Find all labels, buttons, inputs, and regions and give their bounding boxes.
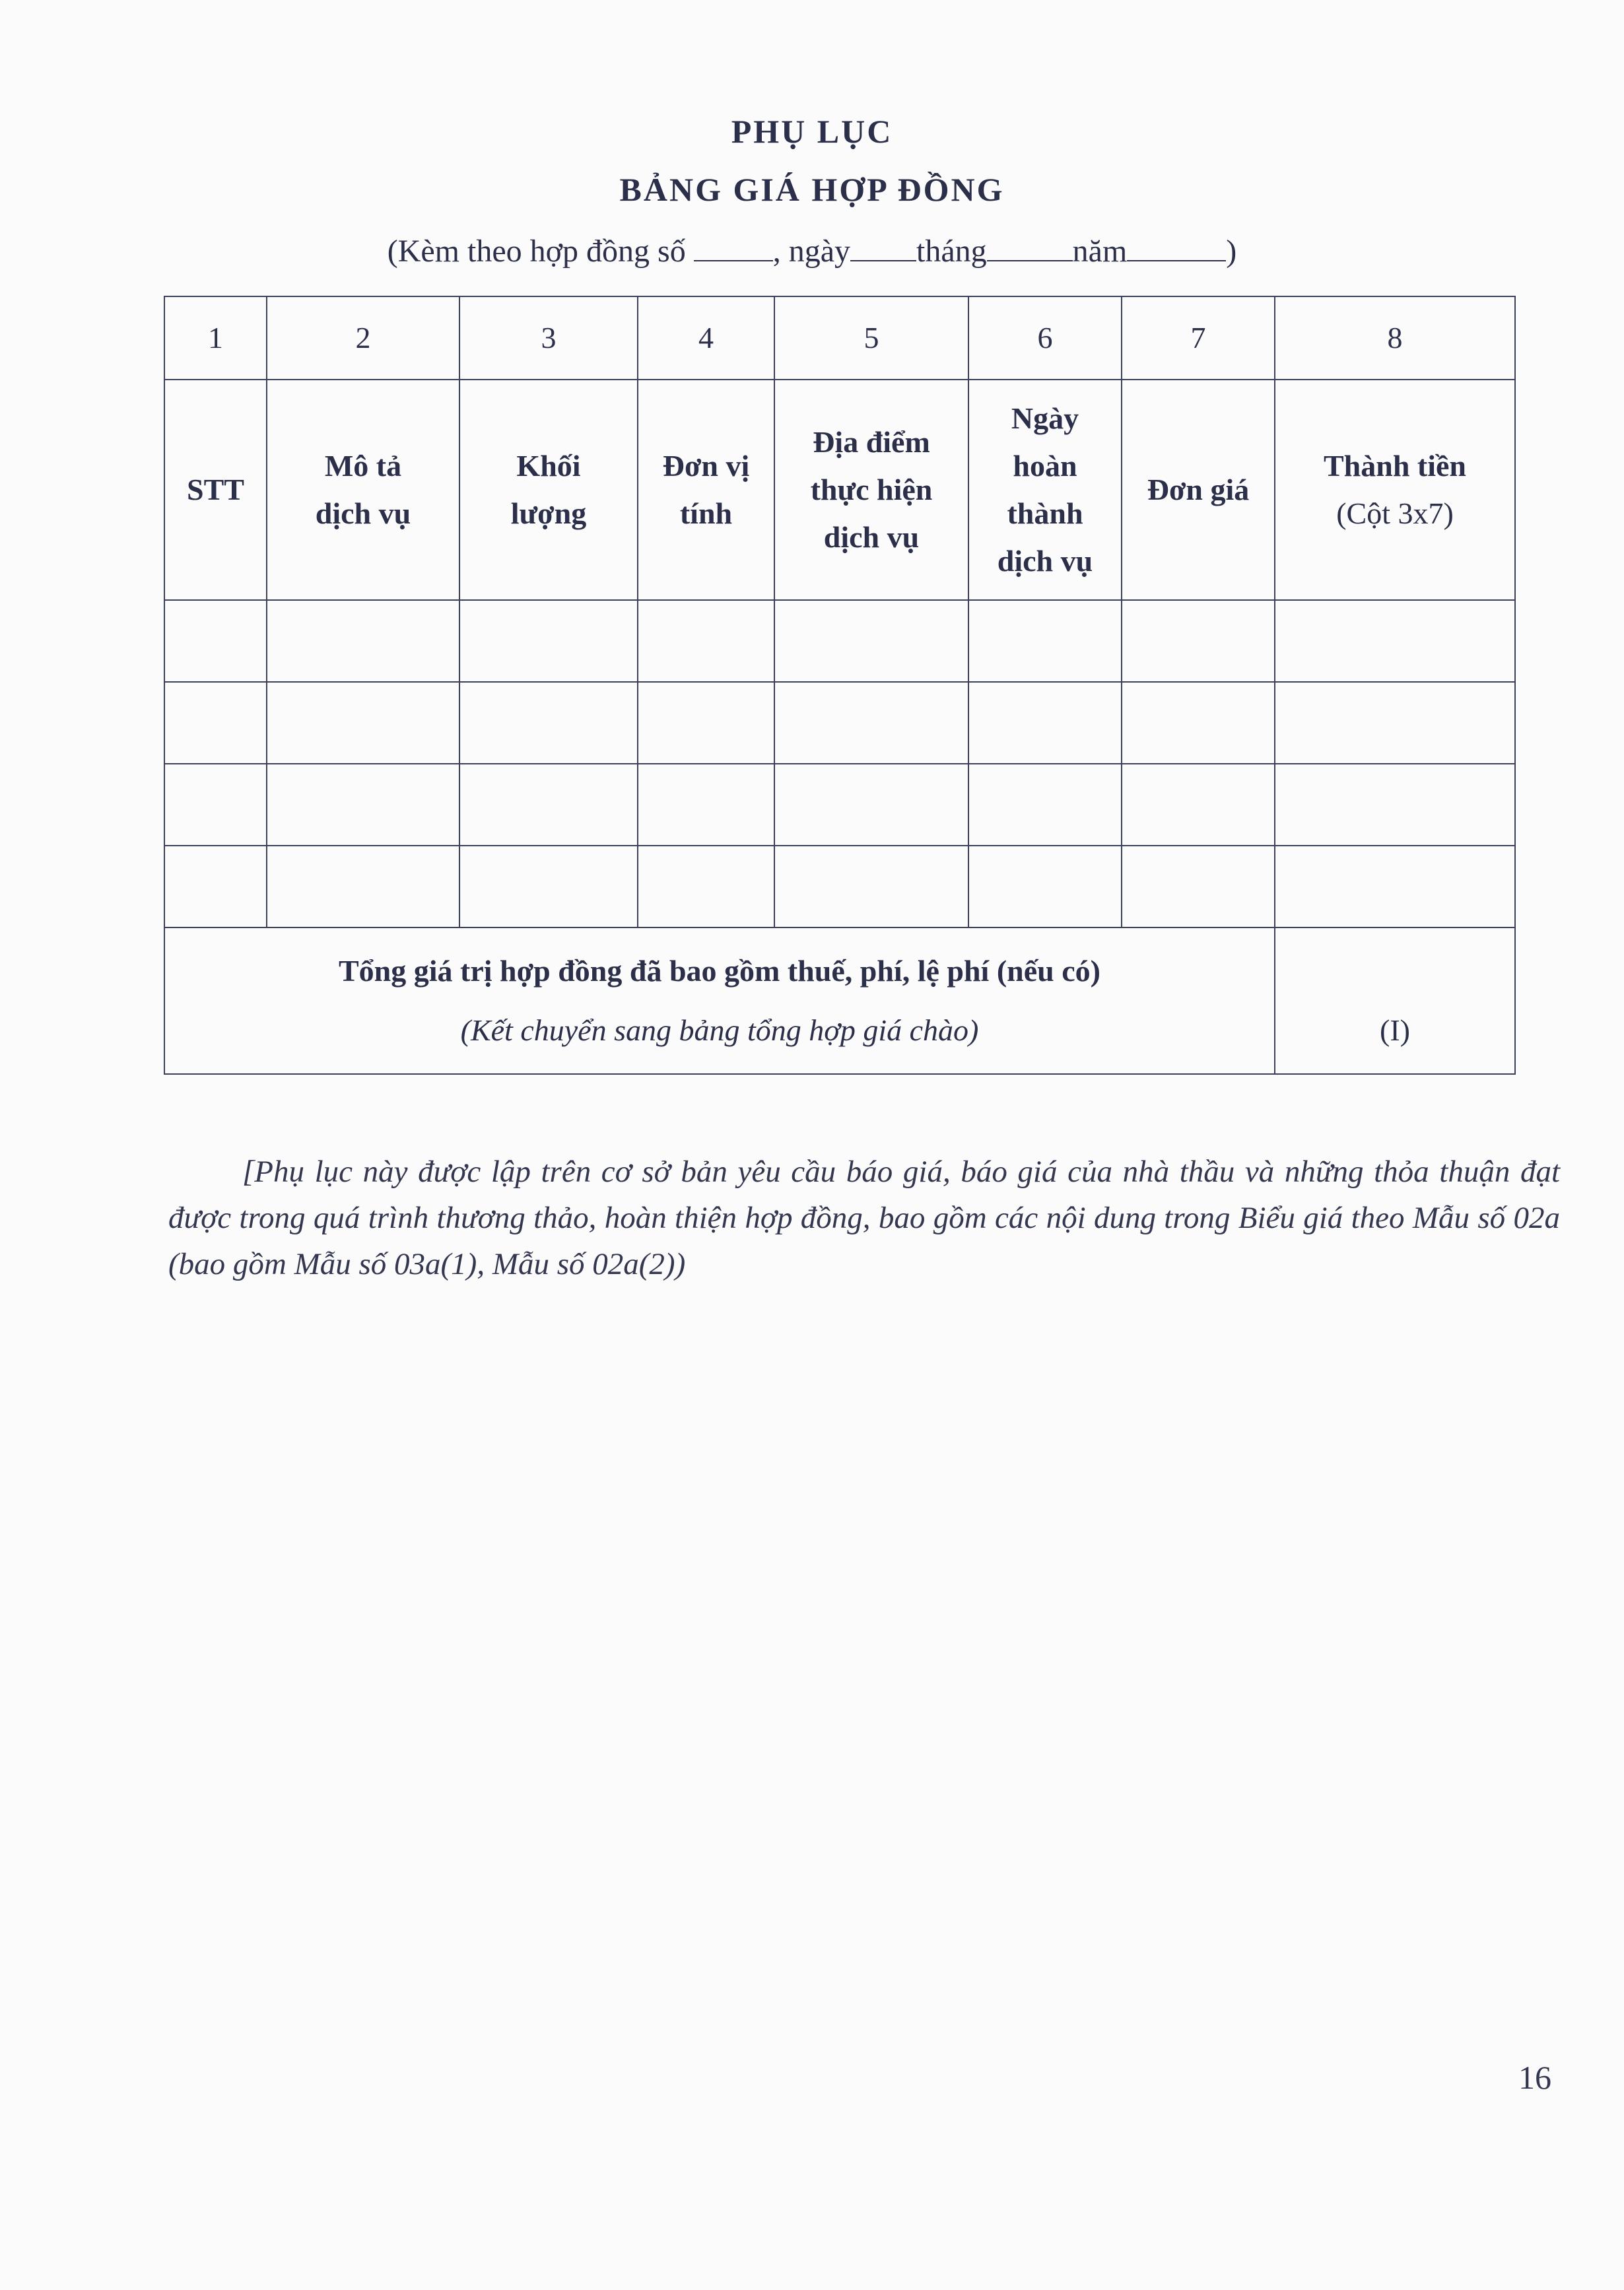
table-cell xyxy=(164,764,267,846)
table-cell xyxy=(638,764,774,846)
month-blank xyxy=(987,232,1073,261)
header-completion-date: Ngày hoàn thành dịch vụ xyxy=(968,380,1122,600)
table-cell xyxy=(968,600,1122,682)
table-cell xyxy=(774,600,968,682)
day-blank xyxy=(850,232,916,261)
table-cell xyxy=(267,846,459,927)
header-service-location: Địa điểm thực hiện dịch vụ xyxy=(774,380,968,600)
table-cell xyxy=(1275,600,1515,682)
table-cell xyxy=(459,764,638,846)
table-cell xyxy=(1122,846,1275,927)
table-cell xyxy=(774,846,968,927)
attachment-prefix: (Kèm theo hợp đồng số xyxy=(387,234,686,269)
table-cell xyxy=(774,682,968,764)
col-number-cell: 3 xyxy=(459,296,638,380)
contract-number-blank xyxy=(694,232,773,261)
year-label: năm xyxy=(1072,234,1128,269)
month-label: tháng xyxy=(916,234,987,269)
header-unit-price: Đơn giá xyxy=(1122,380,1275,600)
price-table-title: BẢNG GIÁ HỢP ĐỒNG xyxy=(619,171,1005,208)
table-row xyxy=(164,600,1515,682)
column-number-row xyxy=(164,296,1515,380)
header-unit: Đơn vị tính xyxy=(638,380,774,600)
table-cell xyxy=(267,764,459,846)
table-cell xyxy=(267,682,459,764)
table-row xyxy=(164,764,1515,846)
table-cell xyxy=(638,682,774,764)
page-number: 16 xyxy=(1518,2059,1551,2096)
table-cell xyxy=(459,600,638,682)
col-number-cell: 4 xyxy=(638,296,774,380)
table-cell xyxy=(1275,764,1515,846)
table-cell xyxy=(638,846,774,927)
table-cell xyxy=(1275,846,1515,927)
table-cell xyxy=(774,764,968,846)
header-service-description: Mô tả dịch vụ xyxy=(267,380,459,600)
table-cell xyxy=(459,682,638,764)
col-number-cell: 5 xyxy=(774,296,968,380)
year-blank xyxy=(1127,232,1226,261)
table-cell xyxy=(638,600,774,682)
table-cell xyxy=(1122,600,1275,682)
col-number-cell: 1 xyxy=(164,296,267,380)
table-cell xyxy=(1275,682,1515,764)
total-label-cell xyxy=(164,927,1275,1074)
table-cell xyxy=(164,600,267,682)
table-cell xyxy=(164,682,267,764)
table-cell xyxy=(968,682,1122,764)
table-cell xyxy=(968,846,1122,927)
header-amount: Thành tiền (Cột 3x7) xyxy=(1275,380,1515,600)
appendix-note: [Phụ lục này được lập trên cơ sở bản yêu cầu báo giá, báo giá của nhà thầu và những thỏa thuận đạt được trong quá trình thương thảo, hoàn thiện hợp đồng, bao gồm các nội dung trong Biểu giá theo Mẫu số 02a (bao gồm Mẫu số 03a(1), Mẫu số 02a(2)) xyxy=(168,1155,1560,1281)
total-value: (I) xyxy=(1380,1013,1410,1047)
table-cell xyxy=(968,764,1122,846)
total-note: (Kết chuyển sang bảng tổng hợp giá chào) xyxy=(460,1013,979,1047)
table-cell xyxy=(459,846,638,927)
appendix-title: PHỤ LỤC xyxy=(731,113,893,150)
attachment-suffix: ) xyxy=(1226,234,1237,269)
total-row xyxy=(164,927,1515,1074)
table-row xyxy=(164,846,1515,927)
day-label: , ngày xyxy=(772,234,851,269)
header-row xyxy=(164,380,1515,600)
table-cell xyxy=(1122,764,1275,846)
col-number-cell: 7 xyxy=(1122,296,1275,380)
total-value-cell xyxy=(1275,927,1515,1074)
table-row xyxy=(164,682,1515,764)
table-cell xyxy=(164,846,267,927)
table-cell xyxy=(1122,682,1275,764)
attachment-line xyxy=(0,232,1624,269)
col-number-cell: 2 xyxy=(267,296,459,380)
table-cell xyxy=(267,600,459,682)
header-stt: STT xyxy=(164,380,267,600)
col-number-cell: 6 xyxy=(968,296,1122,380)
price-table xyxy=(164,296,1516,1075)
col-number-cell: 8 xyxy=(1275,296,1515,380)
header-quantity: Khối lượng xyxy=(459,380,638,600)
total-label: Tổng giá trị hợp đồng đã bao gồm thuế, phí, lệ phí (nếu có) xyxy=(339,954,1100,988)
